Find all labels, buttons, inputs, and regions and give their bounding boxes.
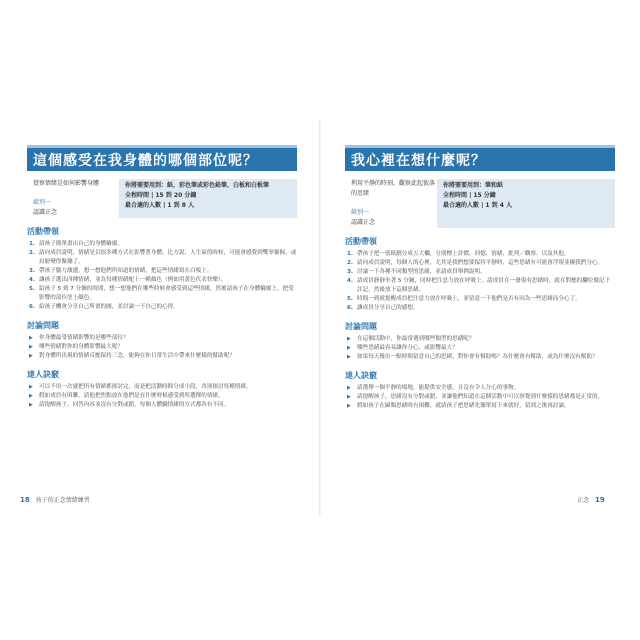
list-item: 3. 討論一下各種不同類型的思緒，並請成員舉例說明。 xyxy=(347,269,486,275)
list-item: 1. 請孩子簡單畫出自己的身體輪廓。 xyxy=(29,241,123,247)
list-item: 4. 請成員靜靜坐著 5 分鐘，同時把注意力放在呼吸上。請成員在一發現有思緒時，就在對應的欄位做記下註記，然後放下這個思緒。 xyxy=(347,278,611,293)
left-time: 全程時間 | 15 到 20 分鐘 xyxy=(125,192,197,199)
left-info-box xyxy=(27,179,297,218)
left-level-label: 級別一 xyxy=(33,199,52,206)
right-time: 全程時間 | 15 分鐘 xyxy=(443,192,496,199)
list-item: ▶ 對身體所出現的情緒反應保持三念，能夠在你日常生活中帶來什麼樣的幫助呢？ xyxy=(29,353,235,359)
left-running-head: 孩子的正念情緒練習 xyxy=(35,497,90,504)
right-running-head: 正念 xyxy=(577,497,590,504)
pointer-icon: ▶ xyxy=(347,354,351,360)
pointer-icon: ▶ xyxy=(29,393,33,399)
pointer-icon: ▶ xyxy=(29,384,33,390)
pointer-icon: ▶ xyxy=(347,336,351,342)
pointer-icon: ▶ xyxy=(347,403,351,409)
right-level-label: 級別一 xyxy=(351,209,370,216)
left-page-number: 18 xyxy=(20,495,30,504)
list-item: 5. 時間一到就提醒成員把注意力放在呼吸上，並留意一下他們是否有因為一些思緒而分心了。 xyxy=(347,296,581,302)
right-intro: 利用平靜的時刻，觀察此起彼落的思緒 xyxy=(351,180,436,197)
list-item: 6. 給孩子機會分享自己所畫的圖，並討論一下自己的心得。 xyxy=(29,304,179,310)
left-tips-heading: 達人訣竅 xyxy=(27,370,59,379)
right-group-size: 最合適的人數 | 1 到 4 人 xyxy=(443,202,512,209)
list-item: ▶ 請提醒孩子，回答內容並沒有分對或錯，每個人體驗情緒的方式都各有不同。 xyxy=(29,402,230,408)
list-item: 5. 給孩子 5 到 7 分鐘的時間，想一想他們在哪些時候會感受到這些情緒，然後請孩子在身體輪廓上，把受影響的部位塗上顏色。 xyxy=(29,286,294,301)
list-item: 4. 讓孩子選出四種情緒，並為每種情緒配上一種顏色（例如用黃色代表快樂）。 xyxy=(29,277,227,283)
list-item: 1. 帶孩子把一張紙劃分成五大欄，分別標上評價、回憶、情緒、批判／觀察、以及其他。 xyxy=(347,251,570,257)
list-item: ▶ 哪些情緒對你的身體影響最大呢？ xyxy=(29,344,123,350)
list-item: ▶ 可以不用一次就把所有情緒都探討完，而是把活動時間分成小段，各別探討每種情緒。 xyxy=(29,384,252,390)
list-item: ▶ 請選擇一個平靜的場地，能提供安全感，且沒有令人分心的事物。 xyxy=(347,385,520,391)
list-item: ▶ 在這個活動中，你最常遇到哪些類型的思緒呢？ xyxy=(347,336,475,342)
right-discuss-heading: 討論問題 xyxy=(345,322,377,331)
pointer-icon: ▶ xyxy=(29,335,33,341)
right-page xyxy=(345,145,615,515)
list-item: ▶ 你身體最受情緒影響的是哪些部位？ xyxy=(29,335,129,341)
left-steps-heading: 活動帶領 xyxy=(27,227,59,236)
left-discuss-heading: 討論問題 xyxy=(27,321,59,330)
right-tips-heading: 達人訣竅 xyxy=(345,371,377,380)
right-footer xyxy=(577,495,605,504)
right-materials: 你將需要用到：筆和紙 xyxy=(443,182,504,189)
pointer-icon: ▶ xyxy=(347,394,351,400)
pointer-icon: ▶ xyxy=(29,402,33,408)
list-item: ▶ 哪些思緒最容易讓你分心，或影響最大？ xyxy=(347,345,458,351)
pointer-icon: ▶ xyxy=(29,353,33,359)
pointer-icon: ▶ xyxy=(347,345,351,351)
right-page-title: 我心裡在想什麼呢？ xyxy=(351,152,486,169)
list-item: ▶ 假如成員有困難，請他把焦點放在他們是在什麼時候感受到所選擇的情緒。 xyxy=(29,393,224,399)
left-intro: 覺察情緒是如何影響身體 xyxy=(33,180,100,187)
right-page-number: 19 xyxy=(595,495,605,504)
pointer-icon: ▶ xyxy=(347,385,351,391)
list-item: 2. 請向成員說明，每個人的心裡，尤其是我們想要保持平靜時，這些思緒有可能會浮現並擾我們分心。 xyxy=(347,260,604,266)
left-group-size: 最合適的人數 | 1 到 8 人 xyxy=(125,202,194,209)
list-item: ▶ 假如孩子在歸類思緒時有困難，就請孩子把思緒先簡單寫下來就好，留到之後再討論。 xyxy=(347,403,570,409)
left-level-value: 認識正念 xyxy=(33,209,58,216)
left-page xyxy=(27,145,297,515)
left-footer xyxy=(20,495,90,504)
book-gutter xyxy=(319,120,321,515)
right-steps-heading: 活動帶領 xyxy=(345,237,377,246)
right-info-box xyxy=(345,179,615,228)
list-item: 6. 讓成員分享自己的感想。 xyxy=(347,305,419,311)
list-item: 3. 帶孩子腦力激盪，想一想他們所知道的情緒，把這些情緒寫在白板上。 xyxy=(29,268,213,274)
pointer-icon: ▶ xyxy=(29,344,33,350)
left-page-title: 這個感受在我身體的哪個部位呢？ xyxy=(33,152,258,169)
list-item: ▶ 如果每天撥出一點時間留意自己的思緒，對你會有幫助嗎？為什麼會有幫助，或為什麼沒有幫助？ xyxy=(347,354,598,360)
list-item: 2. 請向成員說明，情緒是以很多種方式在影響著身體，比方說，人生氣的時候，可能會感覺到雙拳緊握、或肩膀變得緊繃了。 xyxy=(29,250,297,265)
right-title-banner xyxy=(345,145,615,171)
right-level-value: 認識正念 xyxy=(351,219,376,226)
list-item: ▶ 請提醒孩子，思緒沒有分對或錯，並讓他們知道在這個活動中可以察覺到什麼樣的思緒都是正常的。 xyxy=(347,394,604,400)
left-title-banner xyxy=(27,145,297,171)
left-materials: 你將需要用到：紙，彩色筆或彩色鉛筆，白板和白板筆 xyxy=(125,182,270,189)
